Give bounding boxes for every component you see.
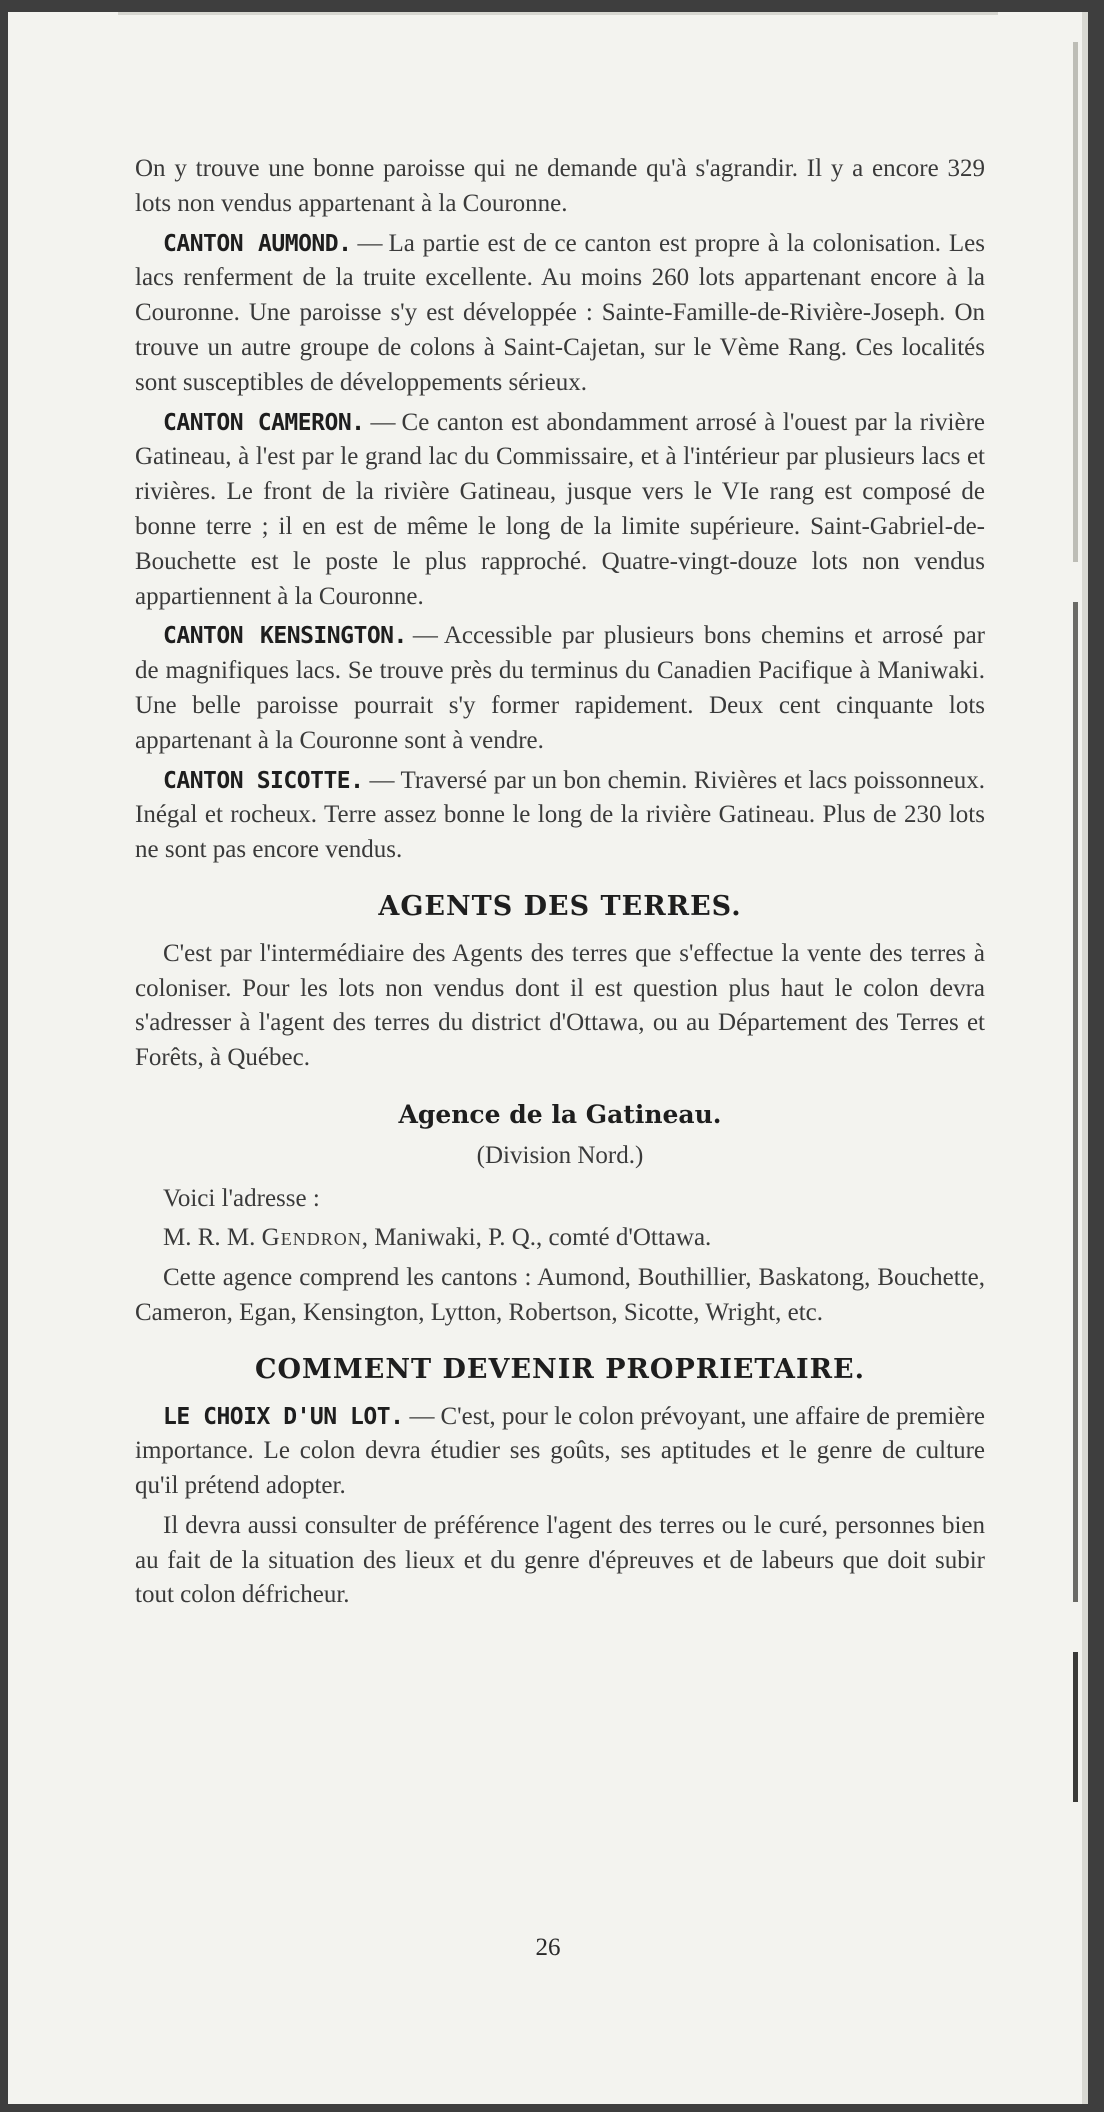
address-intro: Voici l'adresse : [163,1184,320,1212]
spine-shadow [1073,42,1078,562]
spine-shadow [1073,1652,1078,1802]
canton-cameron-title: CANTON CAMERON. [163,409,365,436]
page-top-edge [118,12,998,15]
choix-lot-paragraph [135,1400,985,1504]
choix-lot-text: C'est, pour le colon prévoyant, une affaire de première importance. Le colon devra étudier ses goûts, ses aptitudes et le genre de culture qu'il prétend adopter. [135,1402,986,1500]
em-dash: — [409,1402,435,1430]
em-dash: — [370,408,396,436]
em-dash: — [357,229,383,257]
canton-kensington-title: CANTON KENSINGTON. [163,623,407,650]
intro-paragraph: On y trouve une bonne paroisse qui ne demande qu'à s'agrandir. Il y a encore 329 lots non vendus appartenant à la Couronne. [135,155,985,217]
canton-aumond-text: La partie est de ce canton est propre à la colonisation. Les lacs renferment de la truite excellente. Au moins 260 lots appartenant encore à la Couronne. Une paroisse s'y est développée : Sainte-Famille-de-Rivière-Joseph. On trouve un autre groupe de colons à Saint-Cajetan, sur le Vème Rang. Ces localités sont susceptibles de développements sérieux. [135,229,985,396]
address-name: Gendron [261,1224,362,1252]
consulter-paragraph: Il devra aussi consulter de préférence l'agent des terres ou le curé, personnes bien au fait de la situation des lieux et du genre d'épreuves et de labeurs que doit subir tout colon défricheur. [135,1511,985,1609]
em-dash: — [369,766,395,794]
canton-sicotte-paragraph [135,764,985,868]
canton-cameron-paragraph [135,406,985,615]
page-text-column [135,152,985,1618]
agents-paragraph: C'est par l'intermédiaire des Agents des terres que s'effectue la vente des terres à coloniser. Pour les lots non vendus dont il est question plus haut le colon devra s'adresser à l'agent des terres du district d'Ottawa, ou au Département des Terres et Forêts, à Québec. [135,939,985,1072]
address-line [135,1221,985,1256]
canton-kensington-paragraph [135,619,985,758]
page-number: 26 [535,1934,561,1961]
em-dash: — [412,622,438,650]
agence-cantons-paragraph: Cette agence comprend les cantons : Aumond, Bouthillier, Baskatong, Bouchette, Cameron, Egan, Kensington, Lytton, Robertson, Sicotte, Wright, etc. [135,1264,985,1326]
canton-sicotte-title: CANTON SICOTTE. [163,767,364,794]
address-prefix: M. R. M. [163,1224,256,1252]
agence-division: (Division Nord.) [476,1141,644,1169]
proprietaire-heading: COMMENT DEVENIR PROPRIETAIRE. [254,1353,866,1385]
spine-shadow [1073,602,1078,1602]
agence-heading: Agence de la Gatineau. [398,1099,722,1129]
document-page [8,12,1088,2104]
agents-heading: AGENTS DES TERRES. [378,890,742,922]
canton-aumond-paragraph [135,227,985,401]
address-rest: , Maniwaki, P. Q., comté d'Ottawa. [361,1224,712,1252]
choix-lot-title: LE CHOIX D'UN LOT. [163,1403,404,1430]
canton-aumond-title: CANTON AUMOND. [163,230,352,257]
canton-cameron-text: Ce canton est abondamment arrosé à l'ouest par la rivière Gatineau, à l'est par le grand lac du Commissaire, et à l'intérieur par plusieurs lacs et rivières. Le front de la rivière Gatineau, jusque vers le VIe rang est composé de bonne terre ; il en est de même le long de la limite supérieure. Saint-Gabriel-de-Bouchette est le poste le plus rapproché. Quatre-vingt-douze lots non vendus appartiennent à la Couronne. [135,408,985,610]
canton-kensington-text: Accessible par plusieurs bons chemins et arrosé par de magnifiques lacs. Se trouve près du terminus du Canadien Pacifique à Maniwaki. Une belle paroisse pourrait s'y former rapidement. Deux cent cinquante lots appartenant à la Couronne sont à vendre. [135,622,986,754]
canton-sicotte-text: Traversé par un bon chemin. Rivières et lacs poissonneux. Inégal et rocheux. Terre assez bonne le long de la rivière Gatineau. Plus de 230 lots ne sont pas encore vendus. [135,766,985,864]
